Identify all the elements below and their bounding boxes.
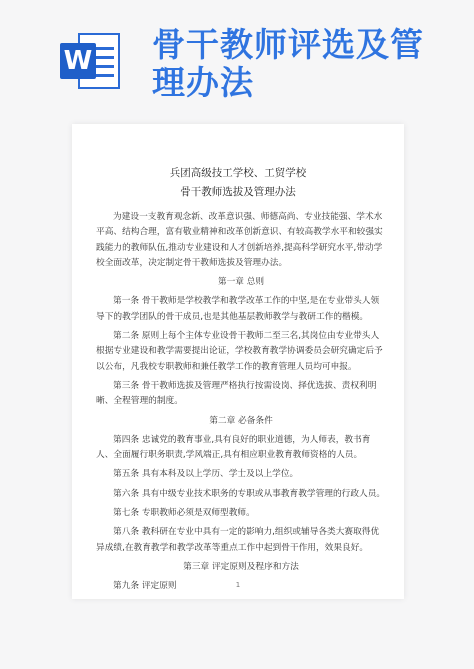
- page-number: 1: [235, 581, 241, 589]
- document-paragraph: 为建设一支教育观念新、改革意识强、师德高尚、专业技能强、学术水平高、结构合理，富有敬业精神和改革创新意识、有较高教学水平和较强实践能力的教师队伍,推动专业建设和人才创新培养,提高科学研究水平,带动学校全面改革，决定制定骨干教师选拔及管理办法。: [96, 212, 383, 268]
- word-letter-badge: W: [60, 43, 96, 79]
- chapter-heading: 第一章 总则: [217, 277, 265, 288]
- document-paragraph: 第二条 原则上每个主体专业设骨干教师二至三名,其岗位由专业带头人根据专业建设和教学需要提出论证，学校教育教学协调委员会研究确定后予以公布，凡我校专职教师和兼任教学工作的教育管理人员均可申报。: [96, 331, 383, 372]
- document-paragraph: 第七条 专职教师必须是双师型教师。: [113, 508, 255, 519]
- document-paragraph: 第三条 骨干教师选拔及管理严格执行按需设岗、择优选拔、责权利明晰、全程管理的制度。: [96, 380, 377, 407]
- document-paragraph: 第八条 教科研在专业中具有一定的影响力,组织或辅导各类大赛取得优异成绩,在教育教学和教学改革等重点工作中起到骨干作用，效果良好。: [96, 527, 380, 553]
- document-paragraph: 第九条 评定原则: [113, 581, 177, 592]
- word-document-icon: [60, 33, 120, 89]
- document-heading-line1: 兵团高级技工学校、工贸学校: [169, 167, 307, 179]
- document-body: [96, 210, 386, 599]
- header-banner: [0, 0, 474, 118]
- document-paragraph: 第五条 具有本科及以上学历、学士及以上学位。: [113, 469, 299, 480]
- document-heading-line2: 骨干教师选拔及管理办法: [180, 186, 296, 198]
- document-paragraph: 第一条 骨干教师是学校教学和教学改革工作的中坚,是在专业带头人领导下的教学团队的骨干成员,也是其他基层教师教学与教研工作的楷模。: [96, 296, 380, 322]
- document-paragraph: 第六条 具有中级专业技术职务的专职或从事教育教学管理的行政人员。: [113, 488, 386, 499]
- document-page: [72, 124, 404, 599]
- chapter-heading: 第二章 必备条件: [209, 415, 273, 426]
- page-title: 骨干教师评选及管理办法: [152, 25, 424, 102]
- document-paragraph: 第四条 忠诚党的教育事业,具有良好的职业道德，为人师表，教书育人、全面履行职务职责,学风端正,具有相应职业教育教师资格的人员。: [96, 434, 371, 461]
- chapter-heading: 第三章 评定原则及程序和方法: [183, 561, 299, 572]
